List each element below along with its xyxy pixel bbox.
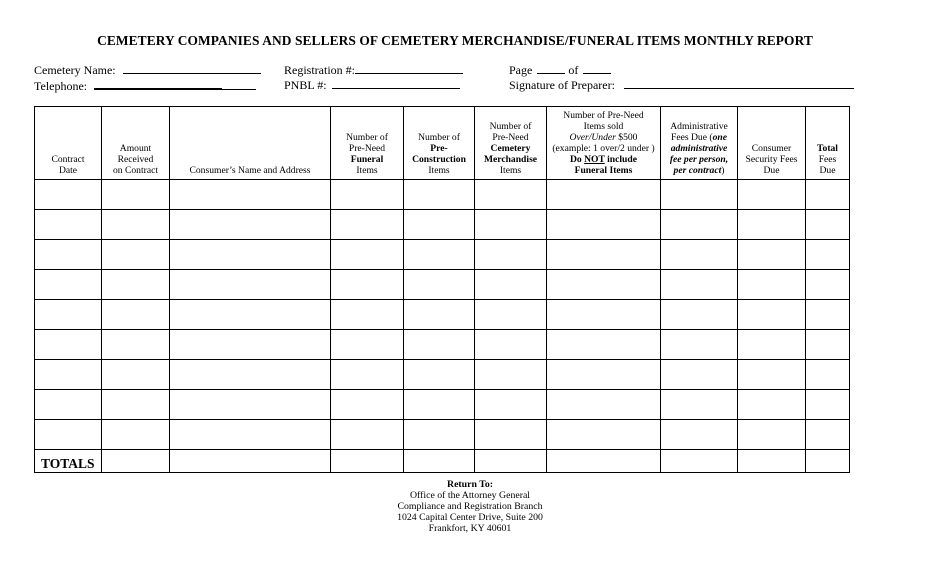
security-fees-cell[interactable] [738,420,806,450]
signature-label: Signature of Preparer: [509,78,615,92]
cemetery-name-field [34,62,261,78]
consumer-name-cell[interactable] [170,420,331,450]
consumer-name-cell[interactable] [170,180,331,210]
total-funeral-cell[interactable] [331,450,404,473]
header-text: Contract [51,154,85,165]
cemetery-name-input[interactable] [123,62,261,74]
total-fees-cell[interactable] [806,330,850,360]
header-text: include [604,154,637,165]
telephone-field [34,77,256,94]
over-under-cell[interactable] [547,330,661,360]
admin-fees-cell[interactable] [661,420,738,450]
header-text: Fees Due ( [671,132,713,143]
header-text: (example: 1 over/2 under ) [552,143,655,154]
return-line: 1024 Capital Center Drive, Suite 200 [397,512,543,523]
pnbl-input[interactable] [332,77,460,89]
header-text: Received [117,154,154,165]
header-text: Over/Under [569,132,616,143]
total-admin-fees-cell[interactable] [661,450,738,473]
merchandise-items-cell[interactable] [475,210,547,240]
cemetery-name-label: Cemetery Name: [34,63,116,77]
security-fees-cell[interactable] [738,270,806,300]
table-row [35,360,850,390]
report-table [34,106,850,473]
total-fees-cell[interactable] [806,180,850,210]
header-text [663,132,735,143]
totals-label: TOTALS [35,450,102,473]
admin-fees-cell[interactable] [661,390,738,420]
over-under-cell[interactable] [547,420,661,450]
admin-fees-cell[interactable] [661,360,738,390]
contract-date-cell[interactable] [35,270,102,300]
pnbl-field [284,77,460,93]
registration-input[interactable] [355,62,463,74]
header-text: Items sold [583,121,624,132]
table-row [35,240,850,270]
page-of-label: of [568,63,579,77]
security-fees-cell[interactable] [738,180,806,210]
admin-fees-cell[interactable] [661,240,738,270]
table-row [35,420,850,450]
total-fees-cell[interactable] [806,300,850,330]
consumer-name-cell[interactable] [170,390,331,420]
security-fees-cell[interactable] [738,300,806,330]
header-text: ) [721,165,725,176]
contract-date-cell[interactable] [35,300,102,330]
header-text: administrative [670,143,728,154]
col-amount-received [102,107,170,180]
over-under-cell[interactable] [547,270,661,300]
consumer-name-cell[interactable] [170,330,331,360]
admin-fees-cell[interactable] [661,330,738,360]
return-address [330,479,610,534]
construction-items-cell[interactable] [404,360,475,390]
header-text: Funeral [350,154,384,165]
header-text: Number of [489,121,532,132]
col-total-fees-due [806,107,850,180]
total-fees-cell[interactable] [806,420,850,450]
header-text: $500 [615,132,638,143]
telephone-input[interactable] [94,77,222,90]
funeral-items-cell[interactable] [331,360,404,390]
page-label: Page [509,63,533,77]
table-row [35,270,850,300]
header-text: Amount [119,143,152,154]
col-administrative-fees [661,107,738,180]
amount-received-cell[interactable] [102,180,170,210]
merchandise-items-cell[interactable] [475,240,547,270]
header-text: Pre-Need [492,132,529,143]
signature-input[interactable] [624,77,854,89]
header-text [663,165,735,176]
construction-items-cell[interactable] [404,420,475,450]
security-fees-cell[interactable] [738,210,806,240]
funeral-items-cell[interactable] [331,300,404,330]
contract-date-cell[interactable] [35,360,102,390]
amount-received-cell[interactable] [102,270,170,300]
header-text: Pre- [430,143,448,154]
funeral-items-cell[interactable] [331,270,404,300]
col-consumer-security-fees [738,107,806,180]
merchandise-items-cell[interactable] [475,300,547,330]
header-text: Number of [418,132,460,143]
total-security-fees-cell[interactable] [738,450,806,473]
header-text: Construction [412,154,466,165]
consumer-name-cell[interactable] [170,240,331,270]
registration-label: Registration #: [284,63,355,77]
header-text: NOT [584,154,605,165]
over-under-cell[interactable] [547,240,661,270]
header-text: Security Fees [745,154,798,165]
col-over-under [547,107,661,180]
telephone-input-ext[interactable] [222,78,256,90]
header-text [549,154,658,165]
header-text: Number of [346,132,388,143]
contract-date-cell[interactable] [35,240,102,270]
total-consumer-cell[interactable] [170,450,331,473]
return-line: Office of the Attorney General [409,490,531,501]
header-text: Consumer [751,143,792,154]
table-row [35,180,850,210]
page-total-input[interactable] [583,62,611,74]
consumer-name-cell[interactable] [170,360,331,390]
contract-date-cell[interactable] [35,420,102,450]
admin-fees-cell[interactable] [661,210,738,240]
telephone-label: Telephone: [34,79,88,93]
contract-date-cell[interactable] [35,180,102,210]
header-text: per contract [673,165,722,176]
table-row [35,390,850,420]
header-text: Items [428,165,450,176]
header-text: Fees [818,154,837,165]
signature-field [509,77,854,93]
total-construction-cell[interactable] [404,450,475,473]
funeral-items-cell[interactable] [331,210,404,240]
consumer-name-cell[interactable] [170,300,331,330]
contract-date-cell[interactable] [35,210,102,240]
return-line: Frankfort, KY 40601 [428,523,512,534]
construction-items-cell[interactable] [404,390,475,420]
col-preneed-funeral [331,107,404,180]
security-fees-cell[interactable] [738,330,806,360]
total-over-under-cell[interactable] [547,450,661,473]
security-fees-cell[interactable] [738,240,806,270]
table-header-row [35,107,850,180]
col-preconstruction [404,107,475,180]
contract-date-cell[interactable] [35,330,102,360]
total-fees-cell[interactable] [806,390,850,420]
header-text: Funeral Items [574,165,633,176]
header-text: Administrative [670,121,728,132]
col-contract-date [35,107,102,180]
header-text: Pre-Need [348,143,386,154]
construction-items-cell[interactable] [404,300,475,330]
security-fees-cell[interactable] [738,360,806,390]
funeral-items-cell[interactable] [331,330,404,360]
construction-items-cell[interactable] [404,270,475,300]
amount-received-cell[interactable] [102,390,170,420]
header-text: Items [499,165,522,176]
consumer-name-cell[interactable] [170,210,331,240]
report-title: CEMETERY COMPANIES AND SELLERS OF CEMETERY MERCHANDISE/FUNERAL ITEMS MONTHLY REPORT [97,33,813,48]
header-text: Cemetery [490,143,531,154]
amount-received-cell[interactable] [102,360,170,390]
amount-received-cell[interactable] [102,330,170,360]
header-text: one [712,132,727,143]
admin-fees-cell[interactable] [661,180,738,210]
header-text: Merchandise [483,154,538,165]
consumer-name-cell[interactable] [170,270,331,300]
header-text: Consumer’s Name and Address [189,165,311,176]
col-cemetery-merchandise [475,107,547,180]
amount-received-cell[interactable] [102,300,170,330]
header-text: Due [763,165,780,176]
header-text: Total [817,143,838,154]
merchandise-items-cell[interactable] [475,180,547,210]
admin-fees-cell[interactable] [661,270,738,300]
security-fees-cell[interactable] [738,390,806,420]
construction-items-cell[interactable] [404,330,475,360]
header-text: Due [819,165,836,176]
return-heading: Return To: [447,479,493,490]
pnbl-label: PNBL #: [284,78,327,92]
over-under-cell[interactable] [547,300,661,330]
header-text: Do [569,154,585,165]
admin-fees-cell[interactable] [661,300,738,330]
amount-received-cell[interactable] [102,240,170,270]
over-under-cell[interactable] [547,180,661,210]
header-text: Date [58,165,78,176]
total-fees-cell[interactable] [806,270,850,300]
totals-row [35,450,850,473]
amount-received-cell[interactable] [102,420,170,450]
funeral-items-cell[interactable] [331,390,404,420]
merchandise-items-cell[interactable] [475,270,547,300]
return-line: Compliance and Registration Branch [397,501,543,512]
total-fees-cell[interactable] [806,210,850,240]
amount-received-cell[interactable] [102,210,170,240]
page-number-input[interactable] [537,62,565,74]
merchandise-items-cell[interactable] [475,330,547,360]
funeral-items-cell[interactable] [331,180,404,210]
contract-date-cell[interactable] [35,390,102,420]
construction-items-cell[interactable] [404,180,475,210]
header-text: Number of Pre-Need [563,110,644,121]
header-text [549,132,658,143]
construction-items-cell[interactable] [404,210,475,240]
header-text: on Contract [112,165,159,176]
merchandise-items-cell[interactable] [475,390,547,420]
total-merchandise-cell[interactable] [475,450,547,473]
table-row [35,330,850,360]
header-text: Items [356,165,378,176]
merchandise-items-cell[interactable] [475,360,547,390]
over-under-cell[interactable] [547,210,661,240]
total-fees-due-cell[interactable] [806,450,850,473]
merchandise-items-cell[interactable] [475,420,547,450]
total-amount-cell[interactable] [102,450,170,473]
table-row [35,210,850,240]
over-under-cell[interactable] [547,360,661,390]
header-text: fee per person, [669,154,729,165]
table-row [35,300,850,330]
funeral-items-cell[interactable] [331,240,404,270]
col-consumer-name-address [170,107,331,180]
total-fees-cell[interactable] [806,360,850,390]
over-under-cell[interactable] [547,390,661,420]
total-fees-cell[interactable] [806,240,850,270]
funeral-items-cell[interactable] [331,420,404,450]
construction-items-cell[interactable] [404,240,475,270]
page-field [509,62,611,78]
registration-field [284,62,463,78]
